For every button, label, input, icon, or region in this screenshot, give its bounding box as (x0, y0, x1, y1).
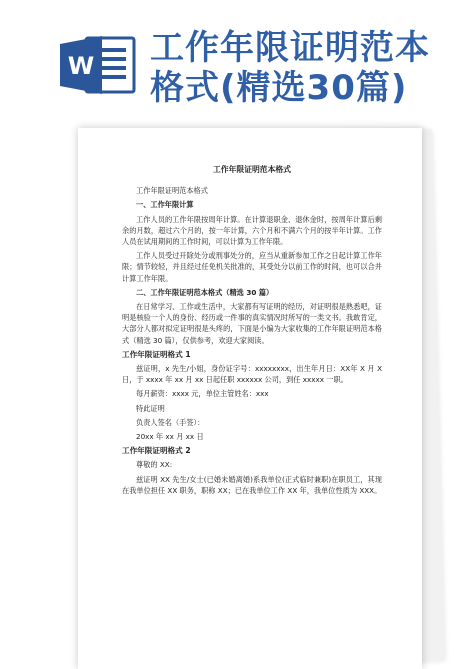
page-title (150, 28, 470, 108)
certify-line: 特此证明 (136, 403, 165, 413)
salutation-line: 尊敬的 XX: (136, 460, 173, 470)
section-heading-2: 二、工作年限证明范本格式（精选 30 篇） (136, 287, 274, 297)
title-line-2: 格式(精选30篇) (150, 68, 408, 108)
salary-line: 每月薪资：xxxx 元，单位主管姓名：xxx (136, 389, 269, 399)
document-content (122, 164, 382, 499)
paragraph: 在日常学习、工作或生活中，大家都有写证明的经历，对证明很是熟悉吧，证明是核验一个人的身份、经历或一件事的真实情况时所写的一类文书。我敢肯定，大部分人都对拟定证明很是头疼的，下面是小编为大家收集的工作年限证明范本格式（精选 30 篇），仅供参考，欢迎大家阅读。 (122, 302, 382, 345)
word-document-icon (58, 34, 138, 96)
paragraph: 兹证明，x 先生/小姐，身份证字号：xxxxxxxx，出生年月日：XX年 X 月 X 日，于 xxxx 年 xx 月 xx 日起任职 xxxxxx 公司，到任 xxxxx 一职。 (122, 364, 382, 385)
paragraph: 兹证明 XX 先生/女士(已婚未婚离婚)系我单位(正式临时兼职)在职员工，其现在我单位担任 XX 职务，职称 XX；已在我单位工作 XX 年，我单位性质为 XXX。 (122, 474, 382, 495)
document-title: 工作年限证明范本格式 (213, 165, 291, 174)
intro-line: 工作年限证明范本格式 (136, 186, 208, 196)
format-2-heading: 工作年限证明格式 2 (122, 446, 191, 456)
title-line-1: 工作年限证明范本 (150, 28, 430, 68)
paragraph: 工作人员受过开除处分或刑事处分的，应当从重新参加工作之日起计算工作年限；情节较轻，并且经过任免机关批准的，其受处分以前工作的时间，也可以合并计算工作年限。 (122, 251, 382, 283)
section-heading-1: 一、工作年限计算 (136, 200, 194, 210)
document-page (78, 128, 422, 669)
svg-text:W: W (67, 52, 95, 80)
format-1-heading: 工作年限证明格式 1 (122, 349, 191, 359)
paragraph: 工作人员的工作年限按周年计算。在计算退职金、退休金时，按周年计算后剩余的月数，超过六个月的，按一年计算，六个月和不满六个月的按半年计算。工作人员在试用期间的工作时间，可以计算为工作年限。 (122, 214, 382, 247)
page-header (0, 0, 474, 120)
date-line: 20xx 年 xx 月 xx 日 (136, 432, 204, 442)
signature-line: 负责人签名（手签）： (136, 417, 205, 427)
